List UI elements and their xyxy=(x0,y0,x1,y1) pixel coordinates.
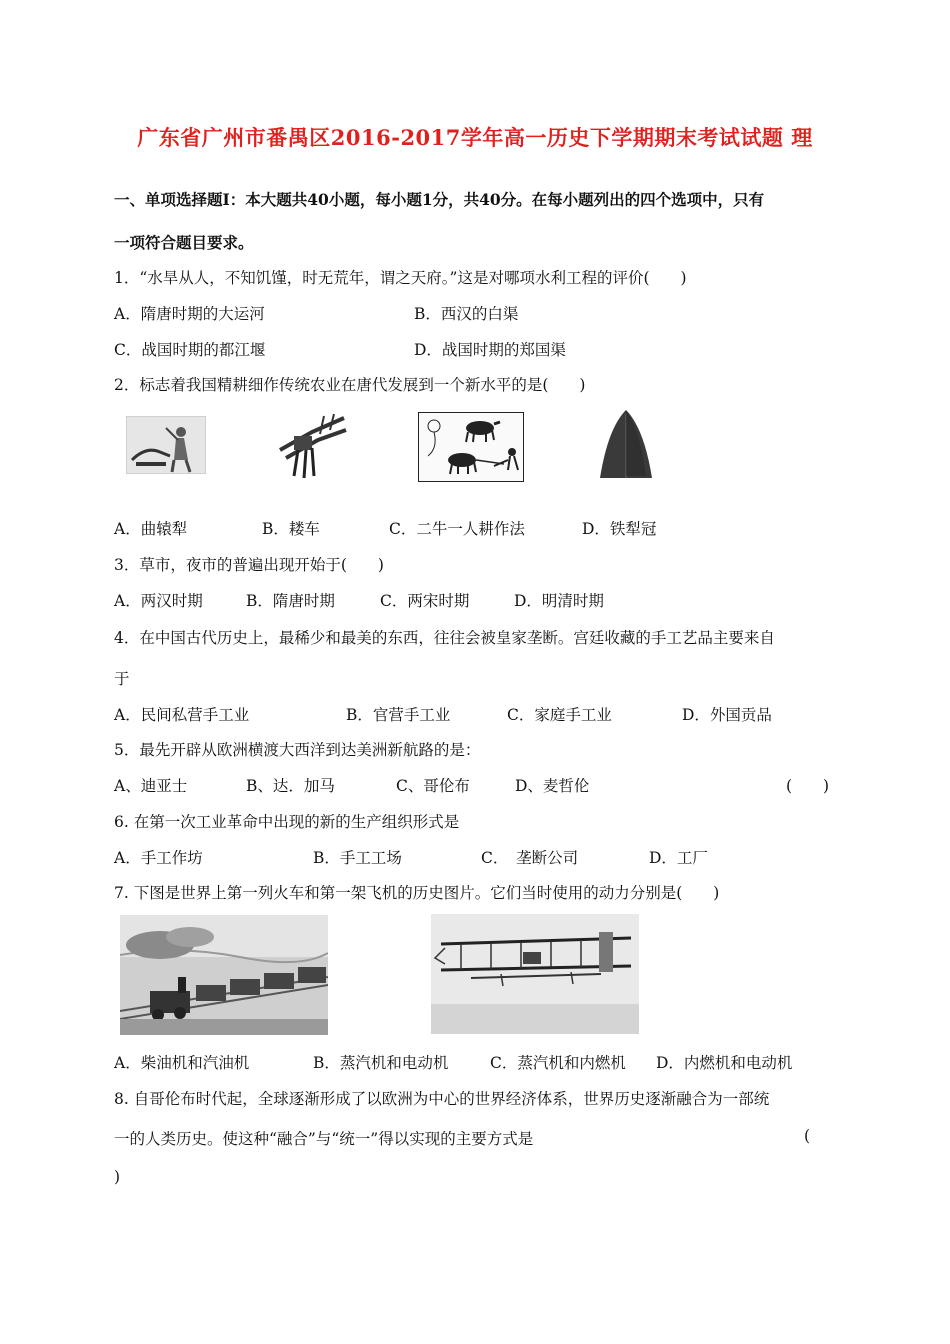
q5-option-a: A、迪亚士 xyxy=(114,777,188,795)
section-heading-line1: 一、单项选择题Ⅰ：本大题共40小题，每小题1分，共40分。在每小题列出的四个选项中，只有 xyxy=(114,190,765,209)
q3-option-b: B．隋唐时期 xyxy=(246,592,335,610)
q8-stem-line2: 一的人类历史。使这种“融合”与“统一”得以实现的主要方式是 xyxy=(114,1130,534,1148)
curved-plow-image xyxy=(126,416,206,474)
first-train-image xyxy=(120,915,328,1035)
q6-stem: 6. 在第一次工业革命中出现的新的生产组织形式是 xyxy=(114,813,460,831)
q1-stem: 1．“水旱从人，不知饥馑，时无荒年，谓之天府。”这是对哪项水利工程的评价( ) xyxy=(114,269,687,287)
q7-stem: 7. 下图是世界上第一列火车和第一架飞机的历史图片。它们当时使用的动力分别是( ) xyxy=(114,884,720,902)
q1-option-c: C．战国时期的都江堰 xyxy=(114,341,266,359)
q1-option-a: A．隋唐时期的大运河 xyxy=(114,305,265,323)
q3-option-a: A．两汉时期 xyxy=(114,592,203,610)
q8-answer-paren-open: ( xyxy=(804,1127,811,1145)
q4-stem-line1: 4．在中国古代历史上，最稀少和最美的东西，往往会被皇家垄断。宫廷收藏的手工艺品主要来自 xyxy=(114,629,775,647)
q5-answer-paren: ( ) xyxy=(786,777,830,795)
q7-option-b: B．蒸汽机和电动机 xyxy=(313,1054,449,1072)
q4-stem-line2: 于 xyxy=(114,670,130,688)
q8-answer-paren-close: ) xyxy=(114,1168,121,1186)
q4-option-c: C．家庭手工业 xyxy=(507,706,612,724)
q1-option-d: D．战国时期的郑国渠 xyxy=(414,341,566,359)
q7-option-c: C．蒸汽机和内燃机 xyxy=(490,1054,626,1072)
seed-drill-image xyxy=(272,410,350,482)
q2-option-c: C．二牛一人耕作法 xyxy=(389,520,525,538)
q8-stem-line1: 8. 自哥伦布时代起，全球逐渐形成了以欧洲为中心的世界经济体系，世界历史逐渐融合为一部统 xyxy=(114,1090,770,1108)
q6-option-d: D．工厂 xyxy=(649,849,708,867)
two-oxen-plowing-image xyxy=(418,412,524,482)
q5-option-b: B、达．加马 xyxy=(246,777,335,795)
q4-option-a: A．民间私营手工业 xyxy=(114,706,250,724)
q5-option-d: D、麦哲伦 xyxy=(515,777,590,795)
q1-option-b: B．西汉的白渠 xyxy=(414,305,519,323)
q7-option-a: A．柴油机和汽油机 xyxy=(114,1054,250,1072)
q2-option-a: A．曲辕犁 xyxy=(114,520,188,538)
q5-option-c: C、哥伦布 xyxy=(396,777,470,795)
q3-option-c: C．两宋时期 xyxy=(380,592,470,610)
q6-option-b: B．手工工场 xyxy=(313,849,402,867)
q6-option-a: A．手工作坊 xyxy=(114,849,203,867)
q2-option-d: D．铁犁冠 xyxy=(582,520,657,538)
iron-plowshare-image xyxy=(596,408,656,482)
q2-stem: 2．标志着我国精耕细作传统农业在唐代发展到一个新水平的是( ) xyxy=(114,376,586,394)
q4-option-b: B．官营手工业 xyxy=(346,706,451,724)
q2-option-b: B．耧车 xyxy=(262,520,320,538)
q3-stem: 3．草市，夜市的普遍出现开始于( ) xyxy=(114,556,384,574)
page-title: 广东省广州市番禺区2016-2017学年高一历史下学期期末考试试题 理 xyxy=(137,125,813,150)
q7-option-d: D．内燃机和电动机 xyxy=(656,1054,793,1072)
section-heading-line2: 一项符合题目要求。 xyxy=(114,233,254,252)
q6-option-c: C． 垄断公司 xyxy=(481,849,579,867)
q4-option-d: D．外国贡品 xyxy=(682,706,772,724)
first-airplane-image xyxy=(431,914,639,1034)
q5-stem: 5．最先开辟从欧洲横渡大西洋到达美洲新航路的是： xyxy=(114,741,481,759)
q3-option-d: D．明清时期 xyxy=(514,592,604,610)
